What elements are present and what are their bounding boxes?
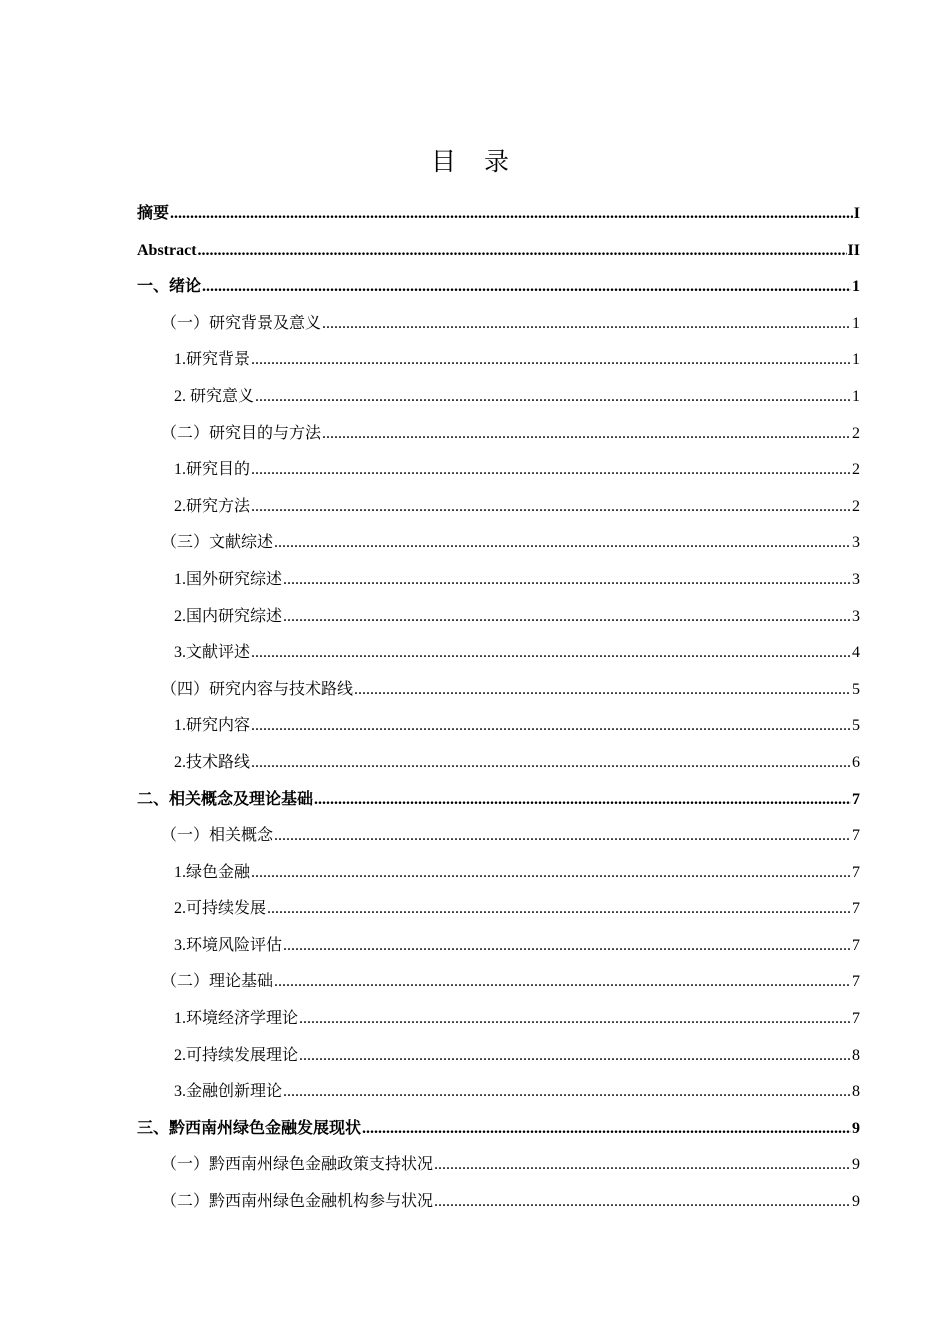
toc-dot-leader	[198, 233, 847, 270]
toc-entry-page-number: 7	[852, 790, 860, 808]
toc-entry-label: （四）研究内容与技术路线	[161, 680, 354, 698]
toc-entry-page-number: 7	[852, 900, 860, 918]
toc-entry-page-number: 1	[852, 278, 860, 296]
toc-entry[interactable]	[137, 342, 860, 379]
toc-entry-page-number: 3	[852, 607, 860, 625]
toc-entry[interactable]	[137, 672, 860, 709]
toc-dot-leader	[170, 196, 853, 233]
toc-dot-leader	[251, 452, 851, 489]
toc-entry[interactable]	[137, 233, 860, 270]
toc-entry-page-number: 6	[852, 753, 860, 771]
toc-entry[interactable]	[137, 562, 860, 599]
toc-entry-page-number: 7	[852, 936, 860, 954]
toc-entry-page-number: 8	[852, 1046, 860, 1064]
toc-entry-page-number: 7	[852, 973, 860, 991]
toc-entry-label: （二）研究目的与方法	[161, 424, 322, 442]
toc-entry-label: Abstract	[137, 241, 197, 259]
toc-entry-page-number: 8	[852, 1083, 860, 1101]
toc-entry-page-number: 3	[852, 570, 860, 588]
table-of-contents	[137, 196, 860, 1221]
toc-entry-label: （一）研究背景及意义	[161, 314, 322, 332]
toc-entry-page-number: 2	[852, 497, 860, 515]
toc-entry-page-number: 3	[852, 534, 860, 552]
toc-dot-leader	[434, 1147, 851, 1184]
toc-dot-leader	[251, 745, 851, 782]
toc-entry[interactable]	[137, 964, 860, 1001]
toc-entry-page-number: I	[853, 205, 860, 222]
toc-entry-page-number: 9	[852, 1119, 860, 1137]
toc-entry[interactable]	[137, 599, 860, 636]
toc-entry-label: 三、黔西南州绿色金融发展现状	[137, 1119, 362, 1137]
toc-entry-label: 1.研究内容	[174, 717, 251, 735]
toc-entry[interactable]	[137, 306, 860, 343]
toc-entry[interactable]	[137, 745, 860, 782]
toc-entry[interactable]	[137, 891, 860, 928]
toc-entry[interactable]	[137, 269, 860, 306]
toc-entry[interactable]	[137, 928, 860, 965]
toc-dot-leader	[283, 928, 851, 965]
toc-entry[interactable]	[137, 416, 860, 453]
toc-entry-page-number: 5	[852, 680, 860, 698]
toc-entry-label: （二）黔西南州绿色金融机构参与状况	[161, 1193, 434, 1211]
toc-dot-leader	[322, 416, 851, 453]
toc-entry-page-number: 9	[852, 1156, 860, 1174]
toc-entry-label: 1.环境经济学理论	[174, 1010, 299, 1028]
toc-dot-leader	[255, 379, 851, 416]
toc-dot-leader	[434, 1184, 851, 1221]
toc-dot-leader	[251, 635, 851, 672]
toc-entry[interactable]	[137, 379, 860, 416]
toc-entry-label: 1.国外研究综述	[174, 570, 283, 588]
toc-entry-label: 3.环境风险评估	[174, 936, 283, 954]
toc-dot-leader	[354, 672, 851, 709]
toc-dot-leader	[274, 818, 851, 855]
toc-entry-page-number: 7	[852, 863, 860, 881]
toc-dot-leader	[202, 269, 851, 306]
toc-entry-label: 2.国内研究综述	[174, 607, 283, 625]
toc-entry[interactable]	[137, 855, 860, 892]
toc-entry[interactable]	[137, 525, 860, 562]
toc-entry[interactable]	[137, 1074, 860, 1111]
toc-entry[interactable]	[137, 1111, 860, 1148]
toc-entry-label: 1.绿色金融	[174, 863, 251, 881]
toc-entry[interactable]	[137, 489, 860, 526]
toc-entry[interactable]	[137, 782, 860, 819]
toc-dot-leader	[283, 1074, 851, 1111]
toc-dot-leader	[322, 306, 851, 343]
toc-entry-label: 二、相关概念及理论基础	[137, 790, 314, 808]
toc-entry[interactable]	[137, 1184, 860, 1221]
toc-dot-leader	[251, 855, 851, 892]
toc-entry[interactable]	[137, 708, 860, 745]
toc-dot-leader	[251, 708, 851, 745]
toc-entry-label: 3.文献评述	[174, 644, 251, 662]
toc-entry-label: 2.可持续发展	[174, 900, 267, 918]
toc-dot-leader	[362, 1111, 851, 1148]
toc-entry-page-number: 1	[852, 387, 860, 405]
toc-entry-page-number: 9	[852, 1193, 860, 1211]
toc-entry-label: 2. 研究意义	[174, 387, 255, 405]
toc-entry-label: （一）相关概念	[161, 827, 274, 845]
toc-dot-leader	[314, 782, 851, 819]
toc-entry-page-number: 2	[852, 424, 860, 442]
toc-entry-label: 1.研究背景	[174, 351, 251, 369]
toc-entry[interactable]	[137, 1038, 860, 1075]
toc-entry-label: 2.研究方法	[174, 497, 251, 515]
toc-dot-leader	[251, 342, 851, 379]
toc-entry-label: 摘要	[137, 205, 170, 222]
toc-entry[interactable]	[137, 196, 860, 233]
toc-entry-label: 2.技术路线	[174, 753, 251, 771]
toc-dot-leader	[267, 891, 851, 928]
toc-dot-leader	[274, 525, 851, 562]
toc-entry-label: （一）黔西南州绿色金融政策支持状况	[161, 1156, 434, 1174]
toc-entry[interactable]	[137, 452, 860, 489]
toc-entry-page-number: 4	[852, 644, 860, 662]
toc-entry-label: （三）文献综述	[161, 534, 274, 552]
toc-dot-leader	[299, 1038, 851, 1075]
toc-entry-label: 一、绪论	[137, 278, 202, 296]
toc-entry-page-number: 2	[852, 461, 860, 479]
toc-entry-page-number: 1	[852, 314, 860, 332]
toc-entry-label: 1.研究目的	[174, 461, 251, 479]
toc-entry-page-number: 1	[852, 351, 860, 369]
toc-entry[interactable]	[137, 635, 860, 672]
toc-entry[interactable]	[137, 818, 860, 855]
toc-entry[interactable]	[137, 1147, 860, 1184]
toc-dot-leader	[274, 964, 851, 1001]
toc-dot-leader	[299, 1001, 851, 1038]
toc-entry-label: （二）理论基础	[161, 973, 274, 991]
toc-entry-label: 3.金融创新理论	[174, 1083, 283, 1101]
toc-entry-page-number: 5	[852, 717, 860, 735]
toc-dot-leader	[283, 562, 851, 599]
toc-entry-label: 2.可持续发展理论	[174, 1046, 299, 1064]
toc-dot-leader	[251, 489, 851, 526]
toc-entry[interactable]	[137, 1001, 860, 1038]
toc-entry-page-number: II	[847, 241, 860, 259]
toc-entry-page-number: 7	[852, 827, 860, 845]
toc-dot-leader	[283, 599, 851, 636]
page-title: 目 录	[431, 147, 519, 176]
toc-entry-page-number: 7	[852, 1010, 860, 1028]
